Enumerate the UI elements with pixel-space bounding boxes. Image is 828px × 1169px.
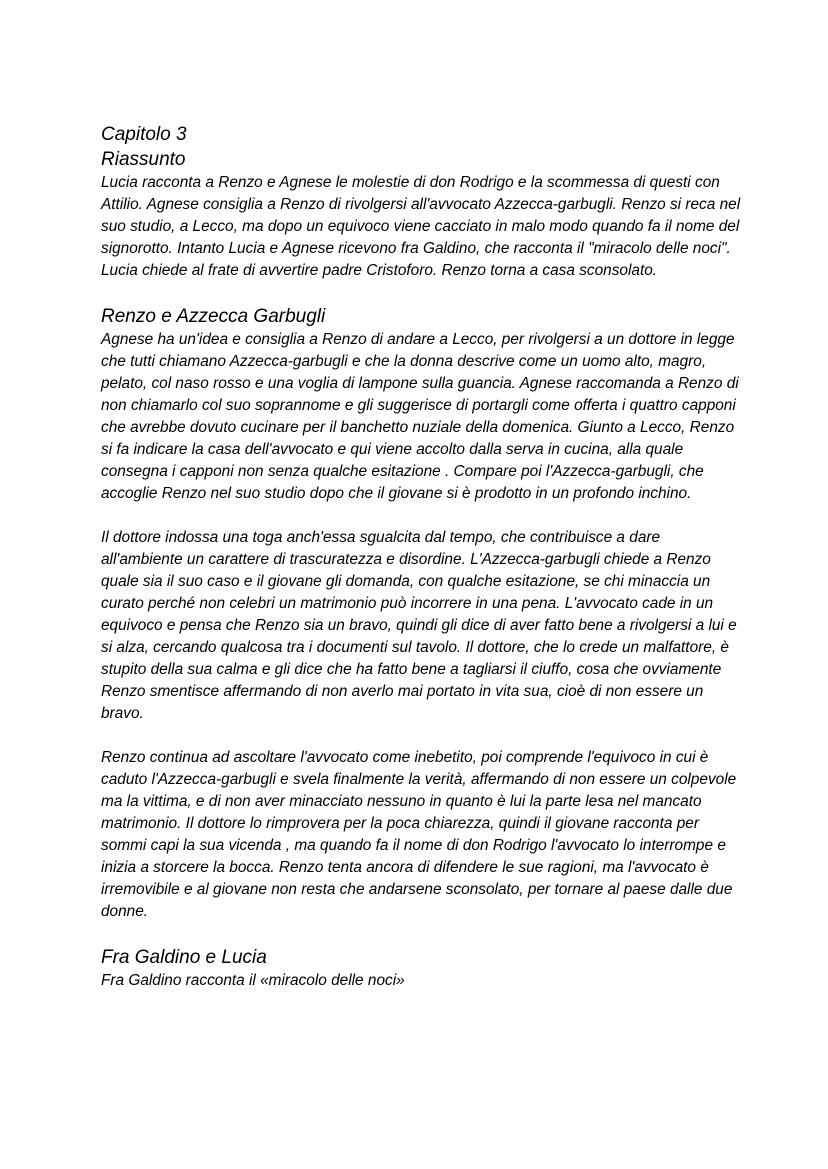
paragraph-spacer xyxy=(101,282,741,304)
section-heading-riassunto: Riassunto xyxy=(101,149,186,170)
section-heading-fra-galdino: Fra Galdino e Lucia xyxy=(101,947,267,968)
paragraph-spacer xyxy=(101,923,741,945)
document-page xyxy=(101,122,741,992)
paragraph-spacer xyxy=(101,505,741,527)
body-paragraph: Renzo continua ad ascoltare l'avvocato come inebetito, poi comprende l'equivoco in cui è caduto l'Azzecca-garbugli e svela finalmente la verità, affermando di non essere un colpevole ma la vittima, e di non aver minacciato nessuno in quanto è lui la parte lesa nel mancato matrimonio. Il dottore lo rimprovera per la poca chiarezza, quindi il giovane racconta per sommi capi la sua vicenda , ma quando fa il nome di don Rodrigo l'avvocato lo interrompe e inizia a storcere la bocca. Renzo tenta ancora di difendere le sue ragioni, ma l'avvocato è irremovibile e al giovane non resta che andarsene sconsolato, per tornare al paese dalle due donne. xyxy=(101,749,737,920)
section-heading-renzo-azzecca: Renzo e Azzecca Garbugli xyxy=(101,306,326,327)
paragraph-spacer xyxy=(101,725,741,747)
body-paragraph: Agnese ha un'idea e consiglia a Renzo di andare a Lecco, per rivolgersi a un dottore in legge che tutti chiamano Azzecca-garbugli e che la donna descrive come un uomo alto, magro, pelato, col naso rosso e una voglia di lampone sulla guancia. Agnese raccomanda a Renzo di non chiamarlo col suo soprannome e gli suggerisce di portargli come offerta i quattro capponi che avrebbe dovuto cucinare per il banchetto nuziale della domenica. Giunto a Lecco, Renzo si fa indicare la casa dell'avvocato e qui viene accolto dalla serva in cucina, alla quale consegna i capponi non senza qualche esitazione . Compare poi l'Azzecca-garbugli, che accoglie Renzo nel suo studio dopo che il giovane si è prodotto in un profondo inchino. xyxy=(101,331,739,502)
body-paragraph: Il dottore indossa una toga anch'essa sgualcita dal tempo, che contribuisce a dare all'ambiente un carattere di trascuratezza e disordine. L'Azzecca-garbugli chiede a Renzo quale sia il suo caso e il giovane gli domanda, con qualche esitazione, se chi minaccia un curato perché non celebri un matrimonio può incorrere in una pena. L'avvocato cade in un equivoco e pensa che Renzo sia un bravo, quindi gli dice di aver fatto bene a rivolgersi a lui e si alza, cercando qualcosa tra i documenti sul tavolo. Il dottore, che lo crede un malfattore, è stupito della sua calma e gli dice che ha fatto bene a tagliarsi il ciuffo, cosa che ovviamente Renzo smentisce affermando di non averlo mai portato in vita sua, cioè di non essere un bravo. xyxy=(101,529,737,722)
body-paragraph: Fra Galdino racconta il «miracolo delle noci» xyxy=(101,972,405,989)
chapter-title: Capitolo 3 xyxy=(101,124,187,145)
summary-paragraph: Lucia racconta a Renzo e Agnese le molestie di don Rodrigo e la scommessa di questi con Attilio. Agnese consiglia a Renzo di rivolgersi all'avvocato Azzecca-garbugli. Renzo si reca nel suo studio, a Lecco, ma dopo un equivoco viene cacciato in malo modo quando fa il nome del signorotto. Intanto Lucia e Agnese ricevono fra Galdino, che racconta il "miracolo delle noci". Lucia chiede al frate di avvertire padre Cristoforo. Renzo torna a casa sconsolato. xyxy=(101,174,741,279)
